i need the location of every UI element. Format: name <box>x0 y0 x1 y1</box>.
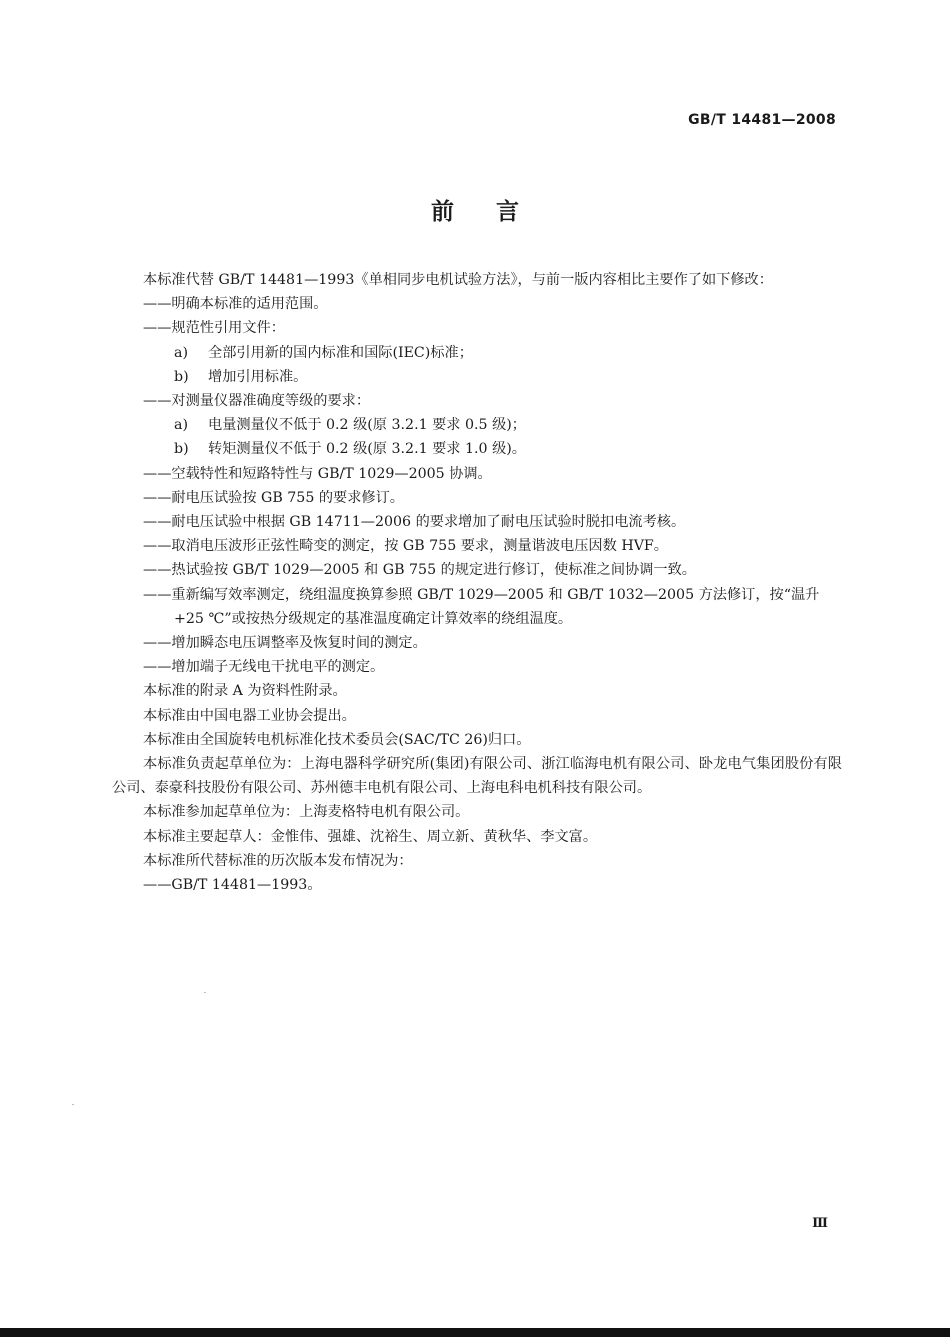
sub-item-text: 增加引用标准。 <box>208 368 308 385</box>
sub-item <box>112 341 842 365</box>
dash-item: ——热试验按 GB/T 1029—2005 和 GB 755 的规定进行修订，使标准之间协调一致。 <box>143 562 696 579</box>
page-title: 前言 <box>431 199 561 225</box>
sub-item-text: 电量测量仪不低于 0.2 级(原 3.2.1 要求 0.5 级)； <box>208 417 526 434</box>
dash-item: ——对测量仪器准确度等级的要求： <box>143 393 371 410</box>
standard-number: GB/T 14481—2008 <box>688 112 836 128</box>
sub-item <box>112 365 842 389</box>
paragraph: 本标准代替 GB/T 14481—1993《单相同步电机试验方法》，与前一版内容相比主要作了如下修改： <box>143 272 773 288</box>
dash-item: ——耐电压试验按 GB 755 的要求修订。 <box>143 489 404 506</box>
sub-item-label: b) <box>174 368 189 385</box>
scan-speck <box>204 992 206 993</box>
sub-item <box>112 437 842 461</box>
dash-item: ——GB/T 14481—1993。 <box>143 877 322 894</box>
dash-item: ——规范性引用文件： <box>143 320 285 337</box>
sub-item-label: a) <box>174 417 188 434</box>
dash-item: ——增加端子无线电干扰电平的测定。 <box>143 659 385 676</box>
sub-item <box>112 413 842 437</box>
sub-item-label: a) <box>174 344 188 361</box>
dash-item: ——空载特性和短路特性与 GB/T 1029—2005 协调。 <box>143 465 492 482</box>
sub-item-text: 转矩测量仪不低于 0.2 级(原 3.2.1 要求 1.0 级)。 <box>208 441 526 458</box>
bottom-border <box>0 1328 950 1337</box>
paragraph: 本标准负责起草单位为：上海电器科学研究所(集团)有限公司、浙江临海电机有限公司、卧龙电气集团股份有限公司、泰豪科技股份有限公司、苏州德丰电机有限公司、上海电科电机科技有限公司。 <box>112 756 842 797</box>
foreword-body <box>112 268 842 897</box>
sub-item-label: b) <box>174 441 189 458</box>
paragraph: 本标准所代替标准的历次版本发布情况为： <box>143 852 413 869</box>
paragraph: 本标准由全国旋转电机标准化技术委员会(SAC/TC 26)归口。 <box>143 731 531 748</box>
paragraph: 本标准的附录 A 为资料性附录。 <box>143 683 347 700</box>
dash-item: ——耐电压试验中根据 GB 14711—2006 的要求增加了耐电压试验时脱扣电流考核。 <box>143 514 686 531</box>
paragraph: 本标准由中国电器工业协会提出。 <box>143 707 356 724</box>
dash-item: ——取消电压波形正弦性畸变的测定，按 GB 755 要求，测量谐波电压因数 HVF。 <box>143 538 668 555</box>
page-number: Ⅲ <box>812 1216 828 1231</box>
paragraph: 本标准参加起草单位为：上海麦格特电机有限公司。 <box>143 804 470 821</box>
dash-item: ——重新编写效率测定，绕组温度换算参照 GB/T 1029—2005 和 GB/T 1032—2005 方法修订，按“温升+25 ℃”或按热分级规定的基准温度确定计算效率的绕组温度。 <box>143 586 820 627</box>
paragraph: 本标准主要起草人：金惟伟、强雄、沈裕生、周立新、黄秋华、李文富。 <box>143 828 598 845</box>
scan-speck <box>72 1104 74 1105</box>
sub-item-text: 全部引用新的国内标准和国际(IEC)标准； <box>208 344 473 361</box>
dash-item: ——明确本标准的适用范围。 <box>143 296 328 313</box>
dash-item: ——增加瞬态电压调整率及恢复时间的测定。 <box>143 635 427 652</box>
